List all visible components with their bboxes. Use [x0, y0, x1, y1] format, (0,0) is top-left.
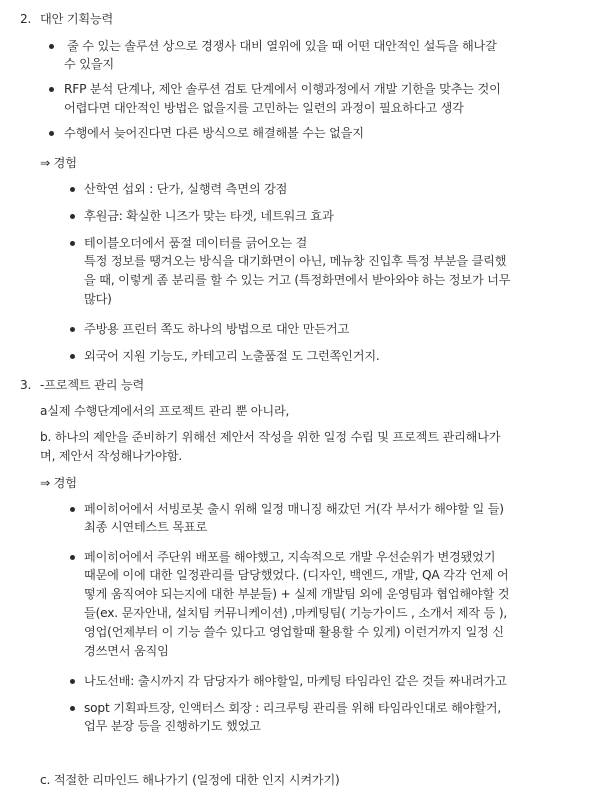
section-2-number: 2. [20, 12, 32, 26]
experience-label: ⇒ 경험 [40, 476, 77, 490]
experience-label: ⇒ 경험 [40, 156, 77, 170]
bullet-text: RFP 분석 단계나, 제안 솔루션 검토 단계에서 이행과정에서 개발 기한을 맞추는 것이 [64, 82, 501, 96]
experience-item: 많다) [84, 292, 112, 306]
bullet-dot [49, 87, 54, 92]
experience-item: 때문에 이에 대한 일정관리를 담당했었다. (디자인, 백엔드, 개발, QA 각각 언제 어 [84, 568, 509, 582]
paragraph-b: 며, 제안서 작성해나가야함. [40, 449, 183, 463]
bullet-text: 어렵다면 대안적인 방법은 없을지를 고민하는 일련의 과정이 필요하다고 생각 [64, 101, 464, 115]
experience-item: 페이히어에서 주단위 배포를 해야했고, 지속적으로 개발 우선순위가 변경됐었기 [84, 550, 496, 564]
bullet-text: 수행에서 늦어진다면 다른 방식으로 해결해볼 수는 없을지 [64, 126, 364, 140]
experience-item: 업무 분장 등을 진행하기도 했었고 [84, 719, 261, 733]
experience-item: 주방용 프린터 쪽도 하나의 방법으로 대안 만든거고 [84, 322, 350, 336]
experience-item: 산학연 섭외 : 단가, 실행력 측면의 강점 [84, 182, 288, 196]
experience-item: 을 때, 이렇게 좀 분리를 할 수 있는 거고 (특정화면에서 받아와야 하는 정보가 너무 [84, 273, 511, 287]
experience-item: sopt 기획파트장, 인액터스 회장 : 리크루팅 관리를 위해 타임라인대로 해야할거, [84, 701, 502, 715]
experience-item: 떻게 움직여야 되는지에 대한 부분들) + 실제 개발팀 외에 운영팀과 협업해야할 것 [84, 587, 510, 601]
bullet-text: 수 있을지 [64, 57, 114, 71]
paragraph-b: b. 하나의 제안을 준비하기 위해선 제안서 작성을 위한 일정 수립 및 프로젝트 관리해나가 [40, 430, 501, 444]
section-2-title: 대안 기획능력 [40, 12, 114, 26]
experience-item: 영업(언제부터 이 기능 쓸수 있다고 영업할때 활용할 수 있게) 이런거까지 일정 신 [84, 625, 504, 639]
experience-item: 경쓰면서 움직임 [84, 644, 169, 658]
bullet-dot [70, 555, 75, 560]
experience-item: 최종 시연테스트 목표로 [84, 520, 208, 534]
bullet-dot [70, 187, 75, 192]
experience-item: 페이히어에서 서빙로봇 출시 위해 일정 매니징 해갔던 거(각 부서가 해야할 일 들) [84, 502, 504, 516]
experience-item: 테이블오더에서 품절 데이터를 긁어오는 걸 [84, 236, 308, 250]
experience-item: 후원금: 확실한 니즈가 맞는 타겟, 네트워크 효과 [84, 209, 334, 223]
bullet-dot [70, 507, 75, 512]
section-3-title: -프로젝트 관리 능력 [40, 378, 145, 392]
bullet-dot [70, 354, 75, 359]
bullet-dot [70, 706, 75, 711]
bullet-dot [49, 131, 54, 136]
bullet-text: 줄 수 있는 솔루션 상으로 경쟁사 대비 열위에 있을 때 어떤 대안적인 설득을 해나갈 [67, 39, 497, 53]
bullet-dot [70, 241, 75, 246]
paragraph-a: a실제 수행단계에서의 프로젝트 관리 뿐 아니라, [40, 404, 290, 418]
experience-item: 특정 정보를 땡겨오는 방식을 대기화면이 아닌, 메뉴창 진입후 특정 부분을 클릭했 [84, 254, 507, 268]
bullet-dot [70, 214, 75, 219]
experience-item: 들(ex. 문자안내, 설치팀 커뮤니케이션) ,마케팅팀( 기능가이드 , 소개서 제작 등 ), [84, 606, 508, 620]
paragraph-c: c. 적절한 리마인드 해나가기 (일정에 대한 인지 시켜가기) [40, 773, 340, 787]
bullet-dot [49, 44, 54, 49]
section-3-number: 3. [20, 378, 32, 392]
bullet-dot [70, 679, 75, 684]
experience-item: 나도선배: 출시까지 각 담당자가 해야할일, 마케팅 타임라인 같은 것들 짜내려가고 [84, 674, 507, 688]
experience-item: 외국어 지원 기능도, 카테고리 노출품절 도 그런쪽인거지. [84, 349, 380, 363]
bullet-dot [70, 327, 75, 332]
